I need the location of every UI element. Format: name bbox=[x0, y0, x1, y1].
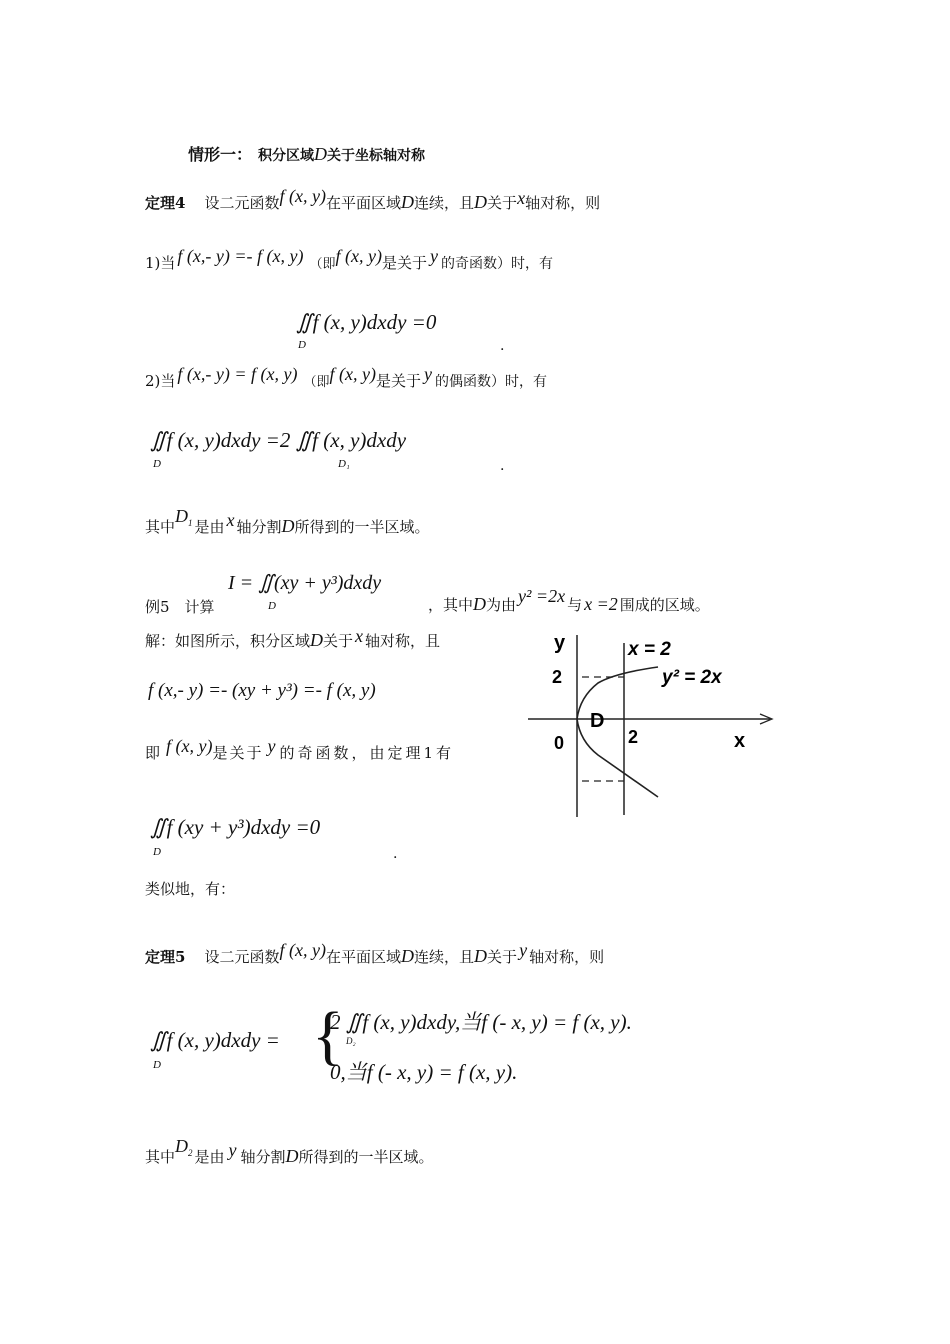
theorem4-t4: 关于 bbox=[487, 194, 518, 212]
example5-sub: D bbox=[268, 600, 276, 612]
example5-t3: 与 bbox=[567, 596, 583, 614]
theorem4-x: x bbox=[517, 188, 526, 208]
case1-y: y bbox=[429, 246, 438, 266]
case2-fxy: f (x, y) bbox=[329, 364, 376, 384]
heading-prefix: 情形一： bbox=[188, 145, 253, 164]
example5-label: 例5 计算 bbox=[145, 598, 215, 616]
note1-t2: 是由 bbox=[194, 518, 225, 536]
case1-fxy: f (x, y) bbox=[335, 246, 382, 266]
theorem4-D2: D bbox=[474, 192, 488, 212]
figure-origin: 0 bbox=[554, 733, 565, 753]
theorem5-D: D bbox=[401, 946, 415, 966]
example5-t4: 围成的区域。 bbox=[619, 596, 710, 614]
example5-line-eq: x =2 bbox=[584, 594, 618, 614]
theorem4-label: 定理4 bbox=[145, 194, 186, 212]
theorem5-line bbox=[145, 940, 605, 967]
note2-D2: D bbox=[175, 1136, 189, 1156]
theorem4-line bbox=[145, 186, 601, 213]
equation-2-dot: . bbox=[500, 458, 505, 474]
theorem4-t1: 设二元函数 bbox=[204, 194, 280, 212]
solution-t5: 是关于 bbox=[212, 744, 264, 762]
case1-num: 1)当 bbox=[145, 254, 176, 272]
region-figure bbox=[520, 625, 780, 825]
solution-t6: 的奇函数，由定理1有 bbox=[279, 744, 455, 762]
eq5-lhs-sub: D bbox=[153, 1059, 161, 1071]
solution-t1: 解：如图所示，积分区域 bbox=[145, 632, 311, 650]
solution-t2: 关于 bbox=[323, 632, 354, 650]
solution-fxy: f (x, y) bbox=[166, 736, 213, 756]
solution-eq: f (x,- y) =- (xy + y³) =- f (x, y) bbox=[148, 680, 376, 701]
solution-eq3-sub: D bbox=[153, 846, 161, 858]
figure-line-label: x = 2 bbox=[628, 639, 671, 660]
figure-x-label: x bbox=[734, 730, 746, 752]
heading-text-a: 积分区域 bbox=[258, 148, 315, 164]
case1-paren: （即 bbox=[309, 257, 336, 272]
eq5-case-a-sub: D₂ bbox=[346, 1036, 356, 1046]
eq5-case-b: 0,当f (- x, y) = f (x, y). bbox=[330, 1060, 518, 1084]
case2-rest: 的偶函数）时，有 bbox=[434, 374, 547, 390]
case2-about: 是关于 bbox=[375, 372, 421, 390]
solution-t3: 轴对称，且 bbox=[365, 632, 441, 650]
theorem5-y: y bbox=[519, 940, 528, 960]
example5-line-rest bbox=[428, 586, 710, 615]
note2-D: D bbox=[285, 1146, 299, 1166]
note1-D1: D bbox=[175, 506, 189, 526]
solution-y: y bbox=[267, 736, 276, 756]
figure-region: D bbox=[590, 710, 605, 732]
solution-eq3: ∬f (xy + y³)dxdy =0 bbox=[150, 815, 321, 839]
figure-curve-label: y² = 2x bbox=[662, 667, 722, 688]
theorem5-fxy: f (x, y) bbox=[279, 940, 327, 960]
note1-t3: 轴分割 bbox=[236, 518, 282, 536]
theorem5-t5: 轴对称，则 bbox=[529, 948, 605, 966]
theorem5-t4: 关于 bbox=[487, 948, 518, 966]
note2-line bbox=[145, 1136, 434, 1167]
solution-eq3-dot: . bbox=[393, 846, 398, 862]
case2-num: 2)当 bbox=[145, 372, 176, 390]
example5-t2: 为由 bbox=[486, 596, 517, 614]
example5-t1: ，其中 bbox=[428, 596, 474, 614]
case2-y: y bbox=[423, 364, 432, 384]
case1-about: 是关于 bbox=[381, 254, 427, 272]
theorem4-t3: 连续，且 bbox=[414, 194, 475, 212]
equation-2-sub2: D₁ bbox=[338, 458, 350, 470]
note1-t4: 所得到的一半区域。 bbox=[294, 518, 430, 536]
note1-line bbox=[145, 506, 430, 537]
note1-D: D bbox=[281, 516, 295, 536]
parabola-curve bbox=[577, 667, 658, 797]
theorem5-t3: 连续，且 bbox=[414, 948, 475, 966]
equation-2-sub1: D bbox=[153, 458, 161, 470]
example5-D: D bbox=[473, 594, 487, 614]
theorem4-D: D bbox=[401, 192, 415, 212]
figure-y-label: y bbox=[554, 632, 566, 654]
case2-paren: （即 bbox=[303, 375, 330, 390]
theorem4-fxy: f (x, y) bbox=[279, 186, 327, 206]
note2-t2: 是由 bbox=[194, 1148, 225, 1166]
theorem5-t1: 设二元函数 bbox=[204, 948, 280, 966]
heading-text-b: 关于坐标轴对称 bbox=[327, 148, 426, 164]
note2-D2sub: 2 bbox=[188, 1148, 193, 1158]
solution-line-1 bbox=[145, 626, 441, 651]
equation-1-dot: . bbox=[500, 338, 505, 354]
solution-line-2 bbox=[145, 736, 455, 763]
eq5-brace: { bbox=[312, 999, 344, 1072]
theorem5-label: 定理5 bbox=[145, 948, 186, 966]
example5-integral: I = ∬(xy + y³)dxdy bbox=[228, 572, 382, 594]
solution-D: D bbox=[310, 630, 324, 650]
eq5-lhs: ∬f (x, y)dxdy = bbox=[150, 1028, 280, 1052]
theorem4-t5: 轴对称，则 bbox=[525, 194, 601, 212]
heading-var: D bbox=[314, 144, 328, 164]
note1-t1: 其中 bbox=[145, 518, 176, 536]
note1-D1sub: 1 bbox=[188, 518, 193, 528]
case1-line bbox=[145, 246, 553, 273]
case2-cond: f (x,- y) = f (x, y) bbox=[177, 364, 298, 384]
example5-line bbox=[145, 596, 215, 617]
theorem5-t2: 在平面区域 bbox=[326, 948, 402, 966]
equation-1: ∬f (x, y)dxdy =0 bbox=[296, 310, 437, 334]
case1-rest: 的奇函数）时，有 bbox=[440, 256, 553, 272]
figure-tick-x2: 2 bbox=[628, 727, 639, 747]
figure-tick-y2: 2 bbox=[552, 667, 563, 687]
solution-x: x bbox=[355, 626, 364, 646]
note2-t3: 轴分割 bbox=[240, 1148, 286, 1166]
equation-2: ∬f (x, y)dxdy =2 ∬f (x, y)dxdy bbox=[150, 428, 407, 452]
similar-text: 类似地，有： bbox=[145, 880, 236, 898]
case2-line bbox=[145, 364, 547, 391]
equation-1-sub: D bbox=[298, 339, 306, 351]
section-heading bbox=[188, 142, 425, 165]
note1-x: x bbox=[226, 510, 235, 530]
theorem5-D2: D bbox=[474, 946, 488, 966]
solution-t4: 即 bbox=[145, 744, 161, 762]
note2-y: y bbox=[228, 1140, 237, 1160]
eq5-case-a: 2 ∬f (x, y)dxdy,当f (- x, y) = f (x, y). bbox=[330, 1010, 632, 1034]
example5-curve: y² =2x bbox=[518, 586, 566, 606]
theorem4-t2: 在平面区域 bbox=[326, 194, 402, 212]
note2-t4: 所得到的一半区域。 bbox=[298, 1148, 434, 1166]
note2-t1: 其中 bbox=[145, 1148, 176, 1166]
case1-cond: f (x,- y) =- f (x, y) bbox=[177, 246, 304, 266]
